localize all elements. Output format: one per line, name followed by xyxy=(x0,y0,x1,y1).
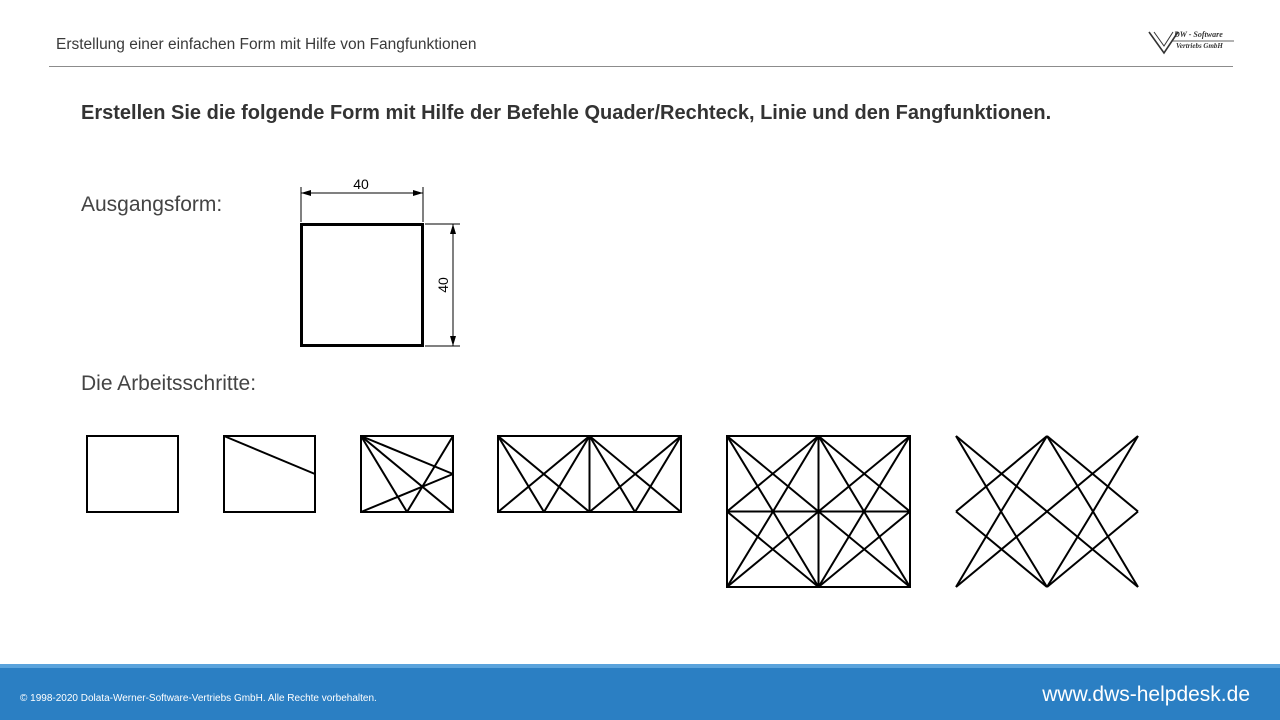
website-link[interactable]: www.dws-helpdesk.de xyxy=(1042,683,1250,706)
logo-text-line2: Vertriebs GmbH xyxy=(1176,42,1223,50)
start-shape-figure xyxy=(301,176,460,346)
start-shape-label: Ausgangsform: xyxy=(81,193,223,216)
step-3-figure xyxy=(361,436,453,512)
instruction-text: Erstellen Sie die folgende Form mit Hilfe der Befehle Quader/Rechteck, Linie und den Fangfunktionen. xyxy=(81,102,1052,124)
height-dimension-label: 40 xyxy=(435,277,451,293)
step-6-star-figure xyxy=(956,436,1138,587)
logo-text-line1: DW - Software xyxy=(1174,30,1223,39)
steps-label: Die Arbeitsschritte: xyxy=(81,372,257,395)
copyright-text: © 1998-2020 Dolata-Werner-Software-Vertriebs GmbH. Alle Rechte vorbehalten. xyxy=(20,693,377,704)
slide-title: Erstellung einer einfachen Form mit Hilfe von Fangfunktionen xyxy=(56,36,477,53)
step-4-figure xyxy=(498,436,681,512)
step-5-figure xyxy=(727,436,910,587)
width-dimension-label: 40 xyxy=(353,176,369,192)
step-1-figure xyxy=(87,436,178,512)
step-2-figure xyxy=(224,436,315,512)
